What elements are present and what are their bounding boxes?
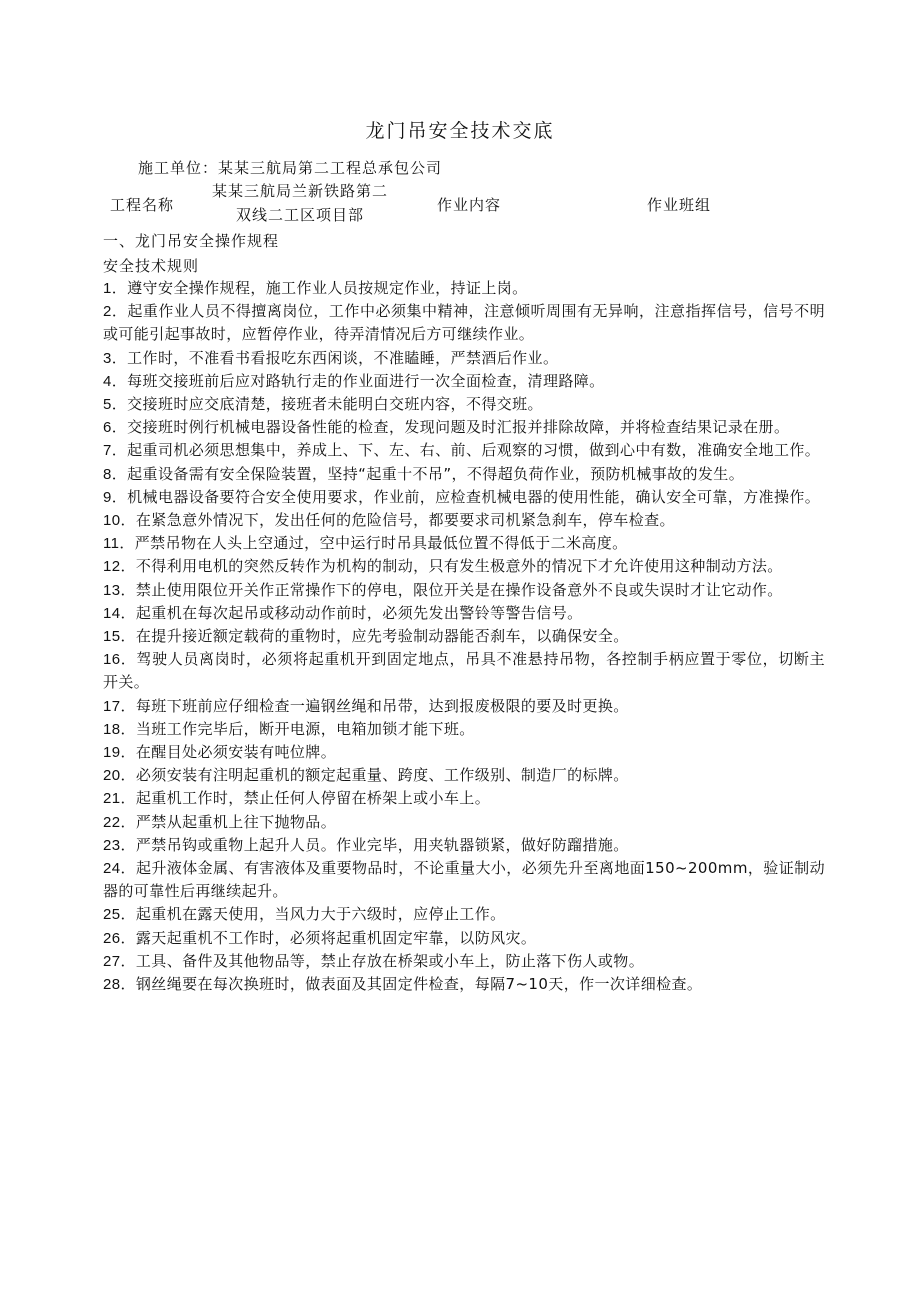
rule-text: ．每班下班前应仔细检查一遍钢丝绳和吊带，达到报废极限的要及时更换。 xyxy=(120,696,629,715)
rule-text: ．在紧急意外情况下，发出任何的危险信号，都要要求司机紧急刹车，停车检查。 xyxy=(120,511,675,530)
rule-number: 4 xyxy=(103,372,112,390)
rule-item xyxy=(103,416,825,439)
rule-item xyxy=(103,277,825,300)
rule-number: 9 xyxy=(103,488,112,506)
rule-text: ．起重作业人员不得擅离岗位，工作中必须集中精神，注意倾听周围有无异响，注意指挥信号，信号不明或可能引起事故时，应暂停作业，待弄清情况后方可继续作业。 xyxy=(103,302,825,344)
rule-number: 24 xyxy=(103,860,121,878)
rule-item xyxy=(103,811,825,834)
rule-number: 8 xyxy=(103,465,112,483)
rule-item xyxy=(103,648,825,694)
rule-item xyxy=(103,695,825,718)
rule-item xyxy=(103,857,825,903)
rule-text: ．交接班时应交底清楚，接班者未能明白交班内容，不得交班。 xyxy=(111,395,543,414)
rule-text: ．严禁吊物在人头上空通过，空中运行时吊具最低位置不得低于二米高度。 xyxy=(119,534,628,553)
construction-unit-value: 某某三航局第二工程总承包公司 xyxy=(218,159,443,177)
rule-number: 6 xyxy=(103,419,112,437)
rule-number: 1 xyxy=(103,280,112,297)
rule-text: ．起重机工作时，禁止任何人停留在桥架上或小车上。 xyxy=(120,789,491,808)
rule-number: 10 xyxy=(103,512,121,530)
rule-number: 17 xyxy=(103,697,121,715)
rule-item xyxy=(103,486,825,509)
rules-list xyxy=(103,277,825,996)
rule-text: ．工具、备件及其他物品等，禁止存放在桥架或小车上，防止落下伤人或物。 xyxy=(120,951,645,970)
rule-item xyxy=(103,555,825,578)
rule-item xyxy=(103,834,825,857)
rule-number: 12 xyxy=(103,558,121,576)
rule-item xyxy=(103,973,825,996)
rule-number: 19 xyxy=(103,744,121,762)
rule-number: 5 xyxy=(103,396,112,414)
rule-number: 13 xyxy=(103,581,121,599)
rule-number: 21 xyxy=(103,790,121,808)
rule-item xyxy=(103,950,825,973)
rule-item xyxy=(103,370,825,393)
rule-item xyxy=(103,602,825,625)
rule-number: 22 xyxy=(103,813,121,831)
rule-text: ．交接班时例行机械电器设备性能的检查，发现问题及时汇报并排除故障，并将检查结果记录在册。 xyxy=(111,418,790,437)
rule-text: ．钢丝绳要在每次换班时，做表面及其固定件检查，每隔7~10天，作一次详细检查。 xyxy=(120,975,703,994)
rule-text: ．每班交接班前后应对路轨行走的作业面进行一次全面检查，清理路障。 xyxy=(111,371,605,390)
rule-number: 25 xyxy=(103,906,121,924)
work-team-label: 作业班组 xyxy=(647,196,712,214)
rule-item xyxy=(103,625,825,648)
rule-number: 20 xyxy=(103,767,121,785)
rule-item xyxy=(103,300,825,346)
rule-text: ．机械电器设备要符合安全使用要求，作业前，应检查机械电器的使用性能，确认安全可靠，方准操作。 xyxy=(111,487,821,506)
rule-text: ．工作时，不准看书看报吃东西闲谈，不准瞌睡，严禁酒后作业。 xyxy=(111,348,559,367)
rule-number: 23 xyxy=(103,836,121,854)
rule-item xyxy=(103,509,825,532)
rule-item xyxy=(103,741,825,764)
rule-item xyxy=(103,718,825,741)
project-name-label: 工程名称 xyxy=(110,196,175,214)
rule-text: ．不得利用电机的突然反转作为机构的制动，只有发生极意外的情况下才允许使用这种制动方法。 xyxy=(120,557,783,576)
rule-number: 27 xyxy=(103,952,121,970)
rule-item xyxy=(103,764,825,787)
rule-text: ．起重司机必须思想集中，养成上、下、左、右、前、后观察的习惯，做到心中有数，准确安全地工作。 xyxy=(111,441,821,460)
construction-unit xyxy=(138,157,442,178)
rule-number: 15 xyxy=(103,628,121,646)
work-content-label: 作业内容 xyxy=(437,196,502,214)
rule-text: ．露天起重机不工作时，必须将起重机固定牢靠，以防风灾。 xyxy=(120,928,537,947)
rule-text: ．严禁吊钩或重物上起升人员。作业完毕，用夹轨器锁紧，做好防蹓措施。 xyxy=(120,835,629,854)
rule-text: ．遵守安全操作规程，施工作业人员按规定作业，持证上岗。 xyxy=(111,279,528,297)
project-name-value: 某某三航局兰新铁路第二双线二工区项目部 xyxy=(211,182,388,224)
rule-text: ．在提升接近额定载荷的重物时，应先考验制动器能否刹车，以确保安全。 xyxy=(120,627,629,646)
construction-unit-label: 施工单位： xyxy=(138,159,219,177)
rule-item xyxy=(103,787,825,810)
rule-text: ．起重机在每次起吊或移动动作前时，必须先发出警铃等警告信号。 xyxy=(120,603,583,622)
rule-item xyxy=(103,579,825,602)
rule-item xyxy=(103,903,825,926)
rule-text: ．严禁从起重机上往下抛物品。 xyxy=(120,812,337,831)
document-title: 龙门吊安全技术交底 xyxy=(365,120,555,142)
rule-number: 28 xyxy=(103,976,121,994)
rule-text: ．必须安装有注明起重机的额定起重量、跨度、工作级别、制造厂的标牌。 xyxy=(120,766,629,785)
rule-text: ．禁止使用限位开关作正常操作下的停电，限位开关是在操作设备意外不良或失误时才让它动作。 xyxy=(120,580,783,599)
rule-text: ．当班工作完毕后，断开电源，电箱加锁才能下班。 xyxy=(120,719,475,738)
rule-text: ．起重机在露天使用，当风力大于六级时，应停止工作。 xyxy=(120,905,506,924)
rule-item xyxy=(103,439,825,462)
rule-number: 16 xyxy=(103,651,121,669)
rule-number: 18 xyxy=(103,720,121,738)
rule-number: 2 xyxy=(103,303,112,321)
rule-item xyxy=(103,463,825,486)
rule-text: ．起重设备需有安全保险装置，坚持“起重十不吊”，不得超负荷作业，预防机械事故的发生。 xyxy=(111,464,745,483)
rule-number: 14 xyxy=(103,604,121,622)
sub-title: 安全技术规则 xyxy=(103,257,200,275)
rule-number: 11 xyxy=(103,535,120,553)
rule-item xyxy=(103,927,825,950)
rule-item xyxy=(103,532,825,555)
rule-number: 3 xyxy=(103,349,112,367)
rule-item xyxy=(103,347,825,370)
rule-text: ．在醒目处必须安装有吨位牌。 xyxy=(120,743,337,762)
rule-text: ．驾驶人员离岗时，必须将起重机开到固定地点，吊具不准悬持吊物，各控制手柄应置于零位，切断主开关。 xyxy=(103,650,825,692)
rule-item xyxy=(103,393,825,416)
rule-number: 26 xyxy=(103,929,121,947)
rule-text: ．起升液体金属、有害液体及重要物品时，不论重量大小，必须先升至离地面150~200mm，验证制动器的可靠性后再继续起升。 xyxy=(103,859,825,901)
section-title: 一、龙门吊安全操作规程 xyxy=(103,232,280,250)
rule-number: 7 xyxy=(103,442,112,460)
